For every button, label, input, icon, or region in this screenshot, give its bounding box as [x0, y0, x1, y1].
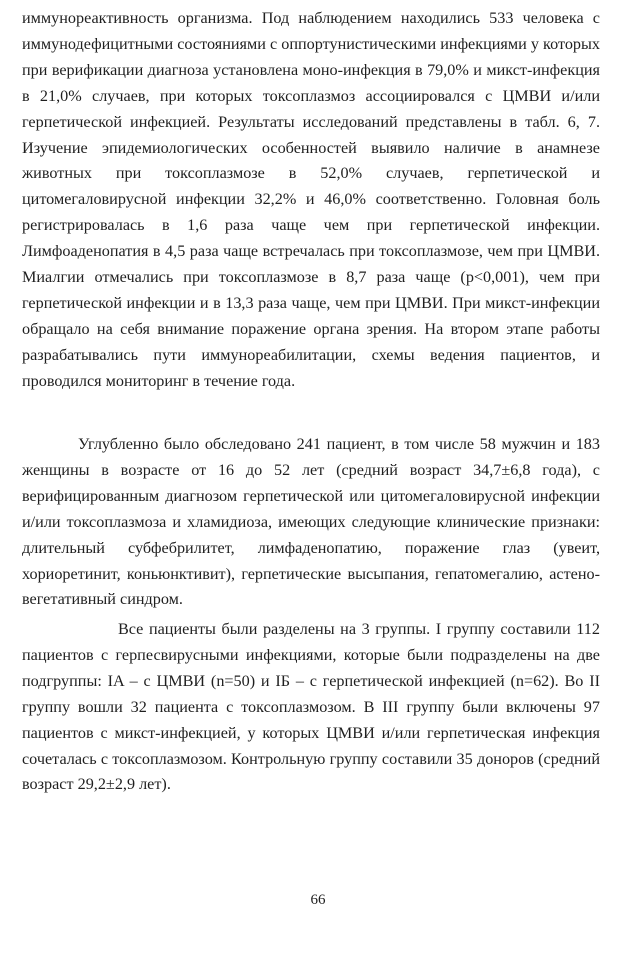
paragraph-patient-groups: Все пациенты были разделены на 3 группы. I группу составили 112 пациентов с герпесвирусными инфекциями, которые были подразделены на две подгруппы: IA – с ЦМВИ (n=50) и IБ – с герпетической инфекцией (n=62). Во II группу вошли 32 пациента с токсоплазмозом. В III группу были включены 97 пациентов с микст-инфекцией, у которых ЦМВИ и/или герпетическая инфекция сочеталась с токсоплазмозом. Контрольную группу составили 35 доноров (средний возраст 29,2±2,9 лет). — [22, 620, 600, 794]
page-number: 66 — [310, 892, 326, 908]
paragraph-study-results: иммунореактивность организма. Под наблюдением находились 533 человека с иммунодефицитными состояниями с оппортунистическими инфекциями у которых при верификации диагноза установлена моно-инфекция в 79,0% и микст-инфекция в 21,0% случаев, при которых токсоплазмоз ассоциировался с ЦМВИ и/или герпетической инфекцией. Результаты исследований представлены в табл. 6, 7. Изучение эпидемиологических особенностей выявило наличие в анамнезе животных при токсоплазмозе в 52,0% случаев, герпетической и цитомегаловирусной инфекции 32,2% и 46,0% соответственно. Головная боль регистрировалась в 1,6 раза чаще чем при герпетической инфекции. Лимфоаденопатия в 4,5 раза чаще встречалась при токсоплазмозе, чем при ЦМВИ. Миалгии отмечались при токсоплазмозе в 8,7 раза чаще (p<0,001), чем при герпетической инфекции и в 13,3 раза чаще, чем при ЦМВИ. При микст-инфекции обращало на себя внимание поражение органа зрения. На втором этапе работы разрабатывались пути иммунореабилитации, схемы ведения пациентов, и проводился мониторинг в течение года. — [22, 9, 600, 390]
paragraph-patient-cohort: Углубленно было обследовано 241 пациент, в том числе 58 мужчин и 183 женщины в возрасте от 16 до 52 лет (средний возраст 34,7±6,8 года), с верифицированным диагнозом герпетической или цитомегаловирусной инфекции и/или токсоплазмоза и хламидиоза, имеющих следующие клинические признаки: длительный субфебрилитет, лимфаденопатию, поражение глаз (увеит, хориоретинит, коньюнктивит), герпетические высыпания, гепатомегалию, астено-вегетативный синдром. — [22, 435, 600, 609]
